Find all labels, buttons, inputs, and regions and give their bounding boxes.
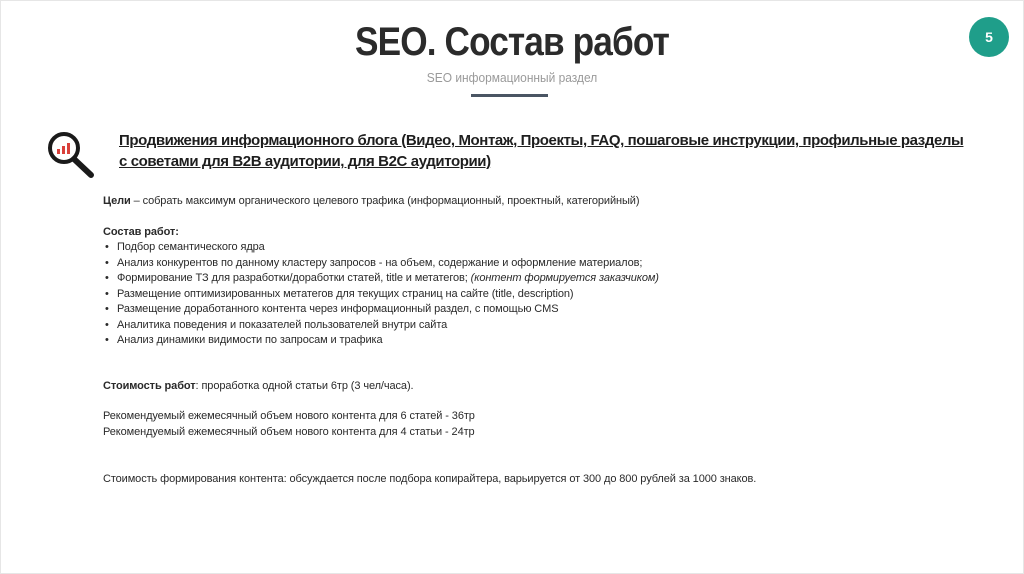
page-number: 5 [985, 29, 993, 45]
recommendation-line: Рекомендуемый ежемесячный объем нового контента для 4 статьи - 24тр [103, 425, 475, 438]
cost-text: : проработка одной статьи 6тр (3 чел/часа). [195, 379, 414, 392]
slide-title: SEO. Состав работ [355, 20, 669, 64]
list-item: • Аналитика поведения и показателей пользователей внутри сайта [103, 318, 963, 334]
page-number-badge [969, 17, 1009, 57]
title-divider [471, 94, 548, 97]
goals-label: Цели [103, 195, 131, 207]
list-item-note: (контент формируется заказчиком) [470, 272, 659, 284]
cost-label: Стоимость работ [103, 379, 196, 392]
cost-paragraph [103, 379, 963, 395]
content-body [103, 194, 963, 488]
list-item: • Размещение доработанного контента через информационный раздел, с помощью CMS [103, 302, 963, 318]
magnifier-chart-icon [45, 130, 97, 180]
goals-text: – собрать максимум органического целевого трафика (информационный, проектный, категорийный) [130, 195, 640, 207]
works-label: Состав работ: [103, 225, 179, 238]
list-item: • Анализ конкурентов по данному кластеру запросов - на объем, содержание и оформление материалов; [103, 256, 963, 272]
section-heading: Продвижения информационного блога (Видео, Монтаж, Проекты, FAQ, пошаговые инструкции, профильные разделы с советами для B2B аудитории, для B2C аудитории) [119, 132, 964, 170]
recommendation-line: Рекомендуемый ежемесячный объем нового контента для 6 статей - 36тр [103, 410, 475, 422]
goals-paragraph [103, 194, 963, 210]
list-item [103, 271, 963, 287]
list-item: • Подбор семантического ядра [103, 240, 963, 256]
list-item-text: Формирование ТЗ для разработки/доработки статей, title и метатегов; [117, 272, 471, 284]
list-item: • Размещение оптимизированных метатегов для текущих страниц на сайте (title, description) [103, 287, 963, 303]
list-item: • Анализ динамики видимости по запросам и трафика [103, 333, 963, 349]
content-cost-paragraph: Стоимость формирования контента: обсуждается после подбора копирайтера, варьируется от 300 до 800 рублей за 1000 знаков. [103, 473, 757, 485]
slide-subtitle: SEO информационный раздел [426, 70, 598, 85]
works-list [103, 240, 963, 349]
